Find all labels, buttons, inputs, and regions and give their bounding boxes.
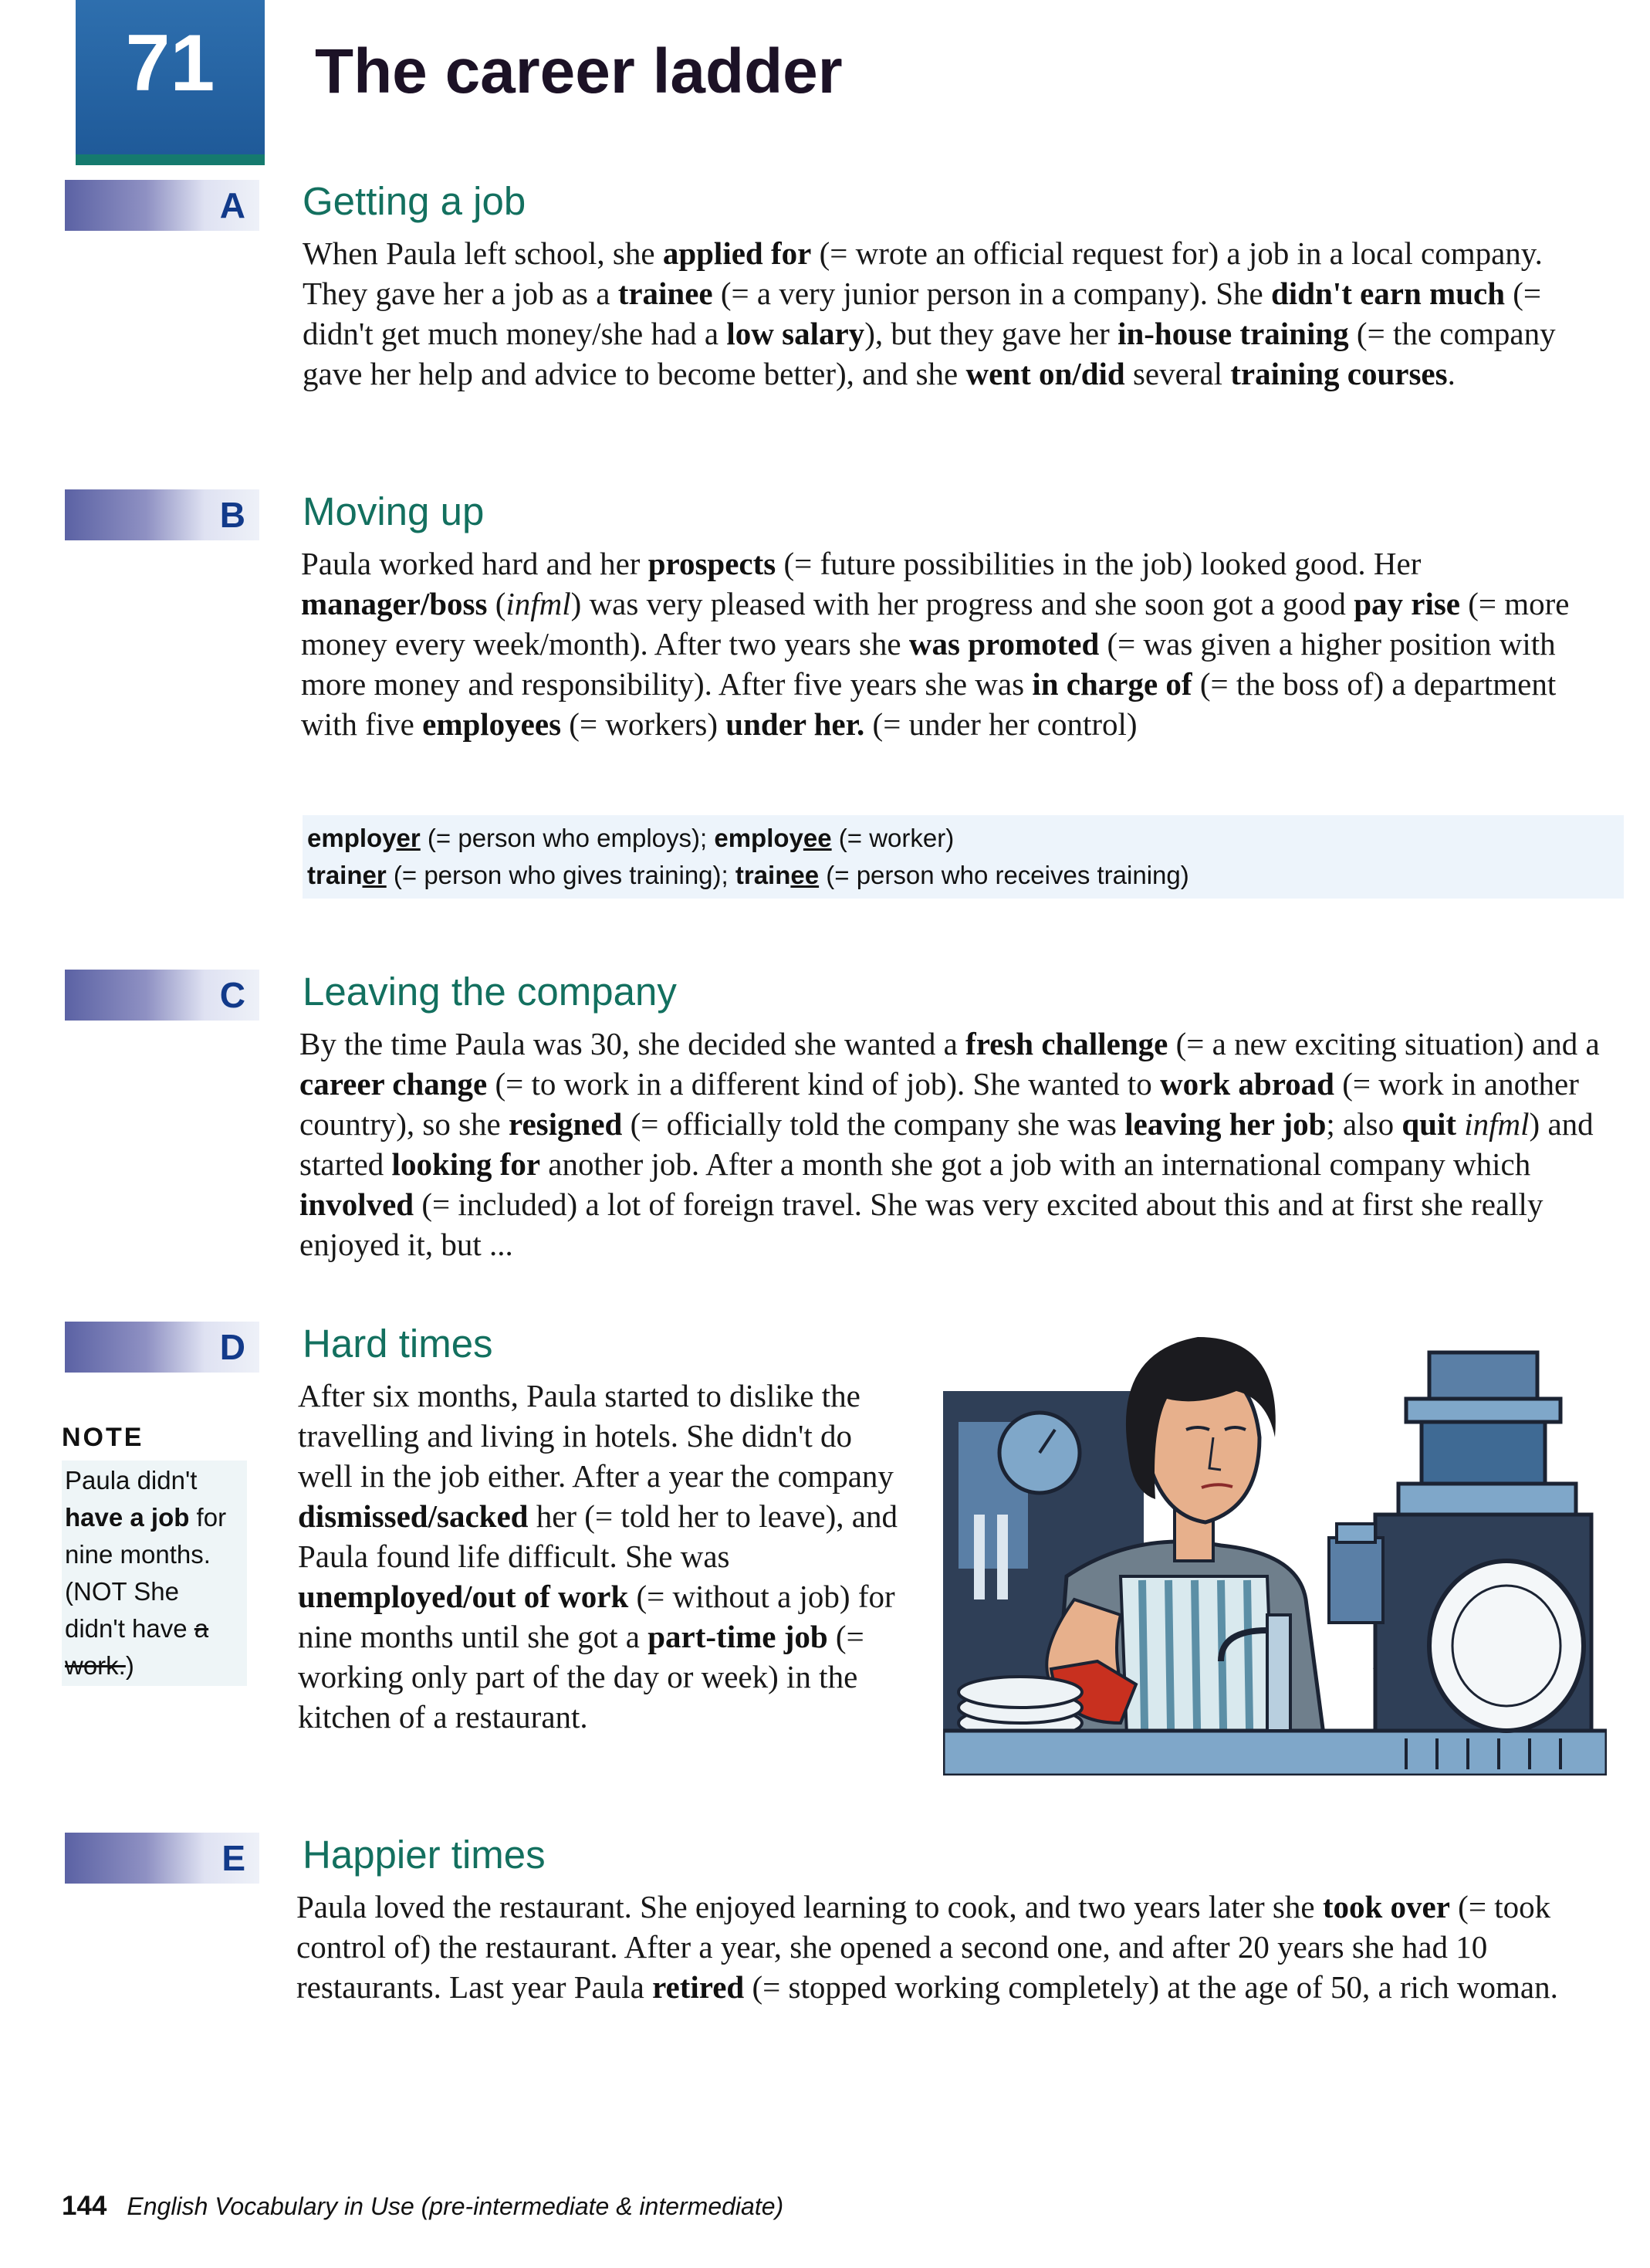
section-body	[301, 543, 1613, 744]
suffix-underlined: ee	[803, 824, 832, 852]
vocab-term: prospects	[647, 546, 776, 581]
section-heading: Happier times	[303, 1833, 546, 1877]
page-footer	[62, 2191, 783, 2222]
text-run	[1456, 1106, 1464, 1142]
book-title: English Vocabulary in Use (pre-intermediate & intermediate)	[127, 2192, 784, 2220]
suffix-underlined: er	[362, 861, 387, 889]
vocab-term: dismissed/sacked	[298, 1498, 529, 1534]
section-body	[299, 1024, 1619, 1264]
vocab-term: low salary	[726, 316, 865, 351]
text-run: ; also	[1326, 1106, 1402, 1142]
section-body	[296, 1887, 1616, 2007]
text-run: (= was given a higher position with more money and responsibility). After five years she was	[301, 626, 1556, 702]
text-run: (= a very junior person in a company). She	[712, 276, 1271, 311]
register-label: infml	[505, 586, 571, 621]
vocab-term: trainee	[617, 276, 713, 311]
text-run: .	[1447, 356, 1456, 391]
vocab-term: retired	[652, 1969, 745, 2005]
text-run: (	[487, 586, 506, 621]
text-run: (= person who employs);	[420, 824, 715, 852]
text-run: )	[125, 1651, 134, 1680]
unit-number-box	[76, 0, 265, 165]
text-run: Paula loved the restaurant. She enjoyed learning to cook, and two years later she	[296, 1889, 1323, 1924]
vocab-term: train	[735, 861, 791, 889]
section-heading: Hard times	[303, 1322, 493, 1366]
section-heading: Getting a job	[303, 179, 526, 223]
vocab-term: resigned	[509, 1106, 623, 1142]
note-body	[62, 1461, 247, 1686]
text-run: (= without a job) for nine months until she got a	[298, 1579, 895, 1654]
vocab-term: didn't earn much	[1271, 276, 1505, 311]
section-letter: B	[219, 495, 245, 535]
vocab-term: quit	[1401, 1106, 1456, 1142]
section-tab-a	[65, 180, 259, 231]
section-letter: D	[219, 1327, 245, 1367]
vocab-term: employ	[714, 824, 803, 852]
text-run: (= person who gives training);	[386, 861, 735, 889]
vocab-term: leaving her job	[1124, 1106, 1327, 1142]
vocab-term: took over	[1322, 1889, 1450, 1924]
vocab-term: career change	[299, 1066, 488, 1102]
vocab-term: training courses	[1230, 356, 1448, 391]
text-run: several	[1124, 356, 1231, 391]
crossed-out-text: a work.	[65, 1614, 209, 1680]
section-letter: A	[219, 185, 245, 225]
suffix-underlined: er	[396, 824, 421, 852]
section-tab-b	[65, 489, 259, 540]
note-heading: NOTE	[62, 1423, 144, 1452]
section-tab-c	[65, 970, 259, 1021]
text-run: ), but they gave her	[864, 316, 1118, 351]
vocab-term: fresh challenge	[965, 1026, 1168, 1061]
text-run: her (= told her to leave), and Paula found life difficult. She was	[298, 1498, 898, 1574]
section-letter: E	[221, 1838, 245, 1878]
section-tab-e	[65, 1833, 259, 1884]
vocab-term: in charge of	[1032, 666, 1192, 702]
vocab-term: have a job	[65, 1503, 190, 1532]
vocab-term: unemployed/out of work	[298, 1579, 629, 1614]
vocab-term: manager/boss	[301, 586, 488, 621]
text-run: By the time Paula was 30, she decided she wanted a	[299, 1026, 966, 1061]
text-run: ) and started	[299, 1106, 1594, 1182]
register-label: infml	[1464, 1106, 1530, 1142]
section-body	[298, 1376, 908, 1737]
vocab-term: under her.	[725, 706, 865, 742]
vocab-term: work abroad	[1160, 1066, 1334, 1102]
page-title: The career ladder	[315, 36, 843, 107]
text-run: another job. After a month she got a job with an international company which	[540, 1146, 1531, 1182]
text-run: (= working only part of the day or week) in the kitchen of a restaurant.	[298, 1619, 864, 1735]
vocab-term: applied for	[662, 235, 812, 271]
text-run: (= included) a lot of foreign travel. She was very excited about this and at first she really enjoyed it, but ...	[299, 1186, 1543, 1262]
woman-washing-dishes-illustration	[943, 1322, 1607, 1775]
section-heading: Leaving the company	[303, 970, 677, 1014]
note-box	[62, 1419, 247, 1686]
text-run: (= took control of) the restaurant. After a year, she opened a second one, and after 20 years she had 10 restaurants. Last year Paula	[296, 1889, 1551, 2005]
text-run: (= worker)	[831, 824, 955, 852]
vocab-term: employ	[307, 824, 397, 852]
text-run: (= the boss of) a department with five	[301, 666, 1557, 742]
vocab-term: involved	[299, 1186, 414, 1222]
page-number: 144	[62, 2191, 107, 2221]
text-run: When Paula left school, she	[303, 235, 663, 271]
text-run: (= didn't get much money/she had a	[303, 276, 1542, 351]
text-run: (= wrote an official request for) a job in a local company. They gave her a job as a	[303, 235, 1543, 311]
word-formation-box	[303, 815, 1624, 899]
word-box-line	[307, 820, 1619, 857]
text-run: (= workers)	[561, 706, 726, 742]
section-heading: Moving up	[303, 489, 485, 533]
suffix-underlined: ee	[790, 861, 820, 889]
section-tab-d	[65, 1322, 259, 1373]
text-run: (= future possibilities in the job) looked good. Her	[776, 546, 1422, 581]
text-run: for nine months. (NOT She didn't have	[65, 1503, 227, 1643]
text-run: (= under her control)	[864, 706, 1138, 742]
text-run: Paula worked hard and her	[301, 546, 648, 581]
text-run: (= the company gave her help and advice to become better), and she	[303, 316, 1556, 391]
vocab-term: looking for	[391, 1146, 541, 1182]
vocab-term: went on/did	[965, 356, 1125, 391]
vocab-term: part-time job	[647, 1619, 828, 1654]
unit-number: 71	[125, 19, 215, 108]
text-run: (= work in another country), so she	[299, 1066, 1579, 1142]
vocab-term: in-house training	[1117, 316, 1349, 351]
text-run: (= a new exciting situation) and a	[1168, 1026, 1600, 1061]
text-run: (= to work in a different kind of job). She wanted to	[487, 1066, 1161, 1102]
text-run: (= officially told the company she was	[622, 1106, 1125, 1142]
text-run: (= person who receives training)	[819, 861, 1189, 889]
text-run: Paula didn't	[65, 1466, 198, 1495]
vocab-term: was promoted	[908, 626, 1100, 662]
text-run: (= more money every week/month). After two years she	[301, 586, 1570, 662]
section-letter: C	[219, 975, 245, 1015]
vocab-term: employees	[422, 706, 562, 742]
vocab-term: pay rise	[1354, 586, 1460, 621]
vocab-term: train	[307, 861, 363, 889]
text-run: ) was very pleased with her progress and she soon got a good	[570, 586, 1354, 621]
word-box-line	[307, 857, 1619, 894]
text-run: (= stopped working completely) at the age of 50, a rich woman.	[744, 1969, 1558, 2005]
section-body	[303, 233, 1614, 394]
text-run: After six months, Paula started to dislike the travelling and living in hotels. She didn't do well in the job either. After a year the company	[298, 1378, 894, 1494]
